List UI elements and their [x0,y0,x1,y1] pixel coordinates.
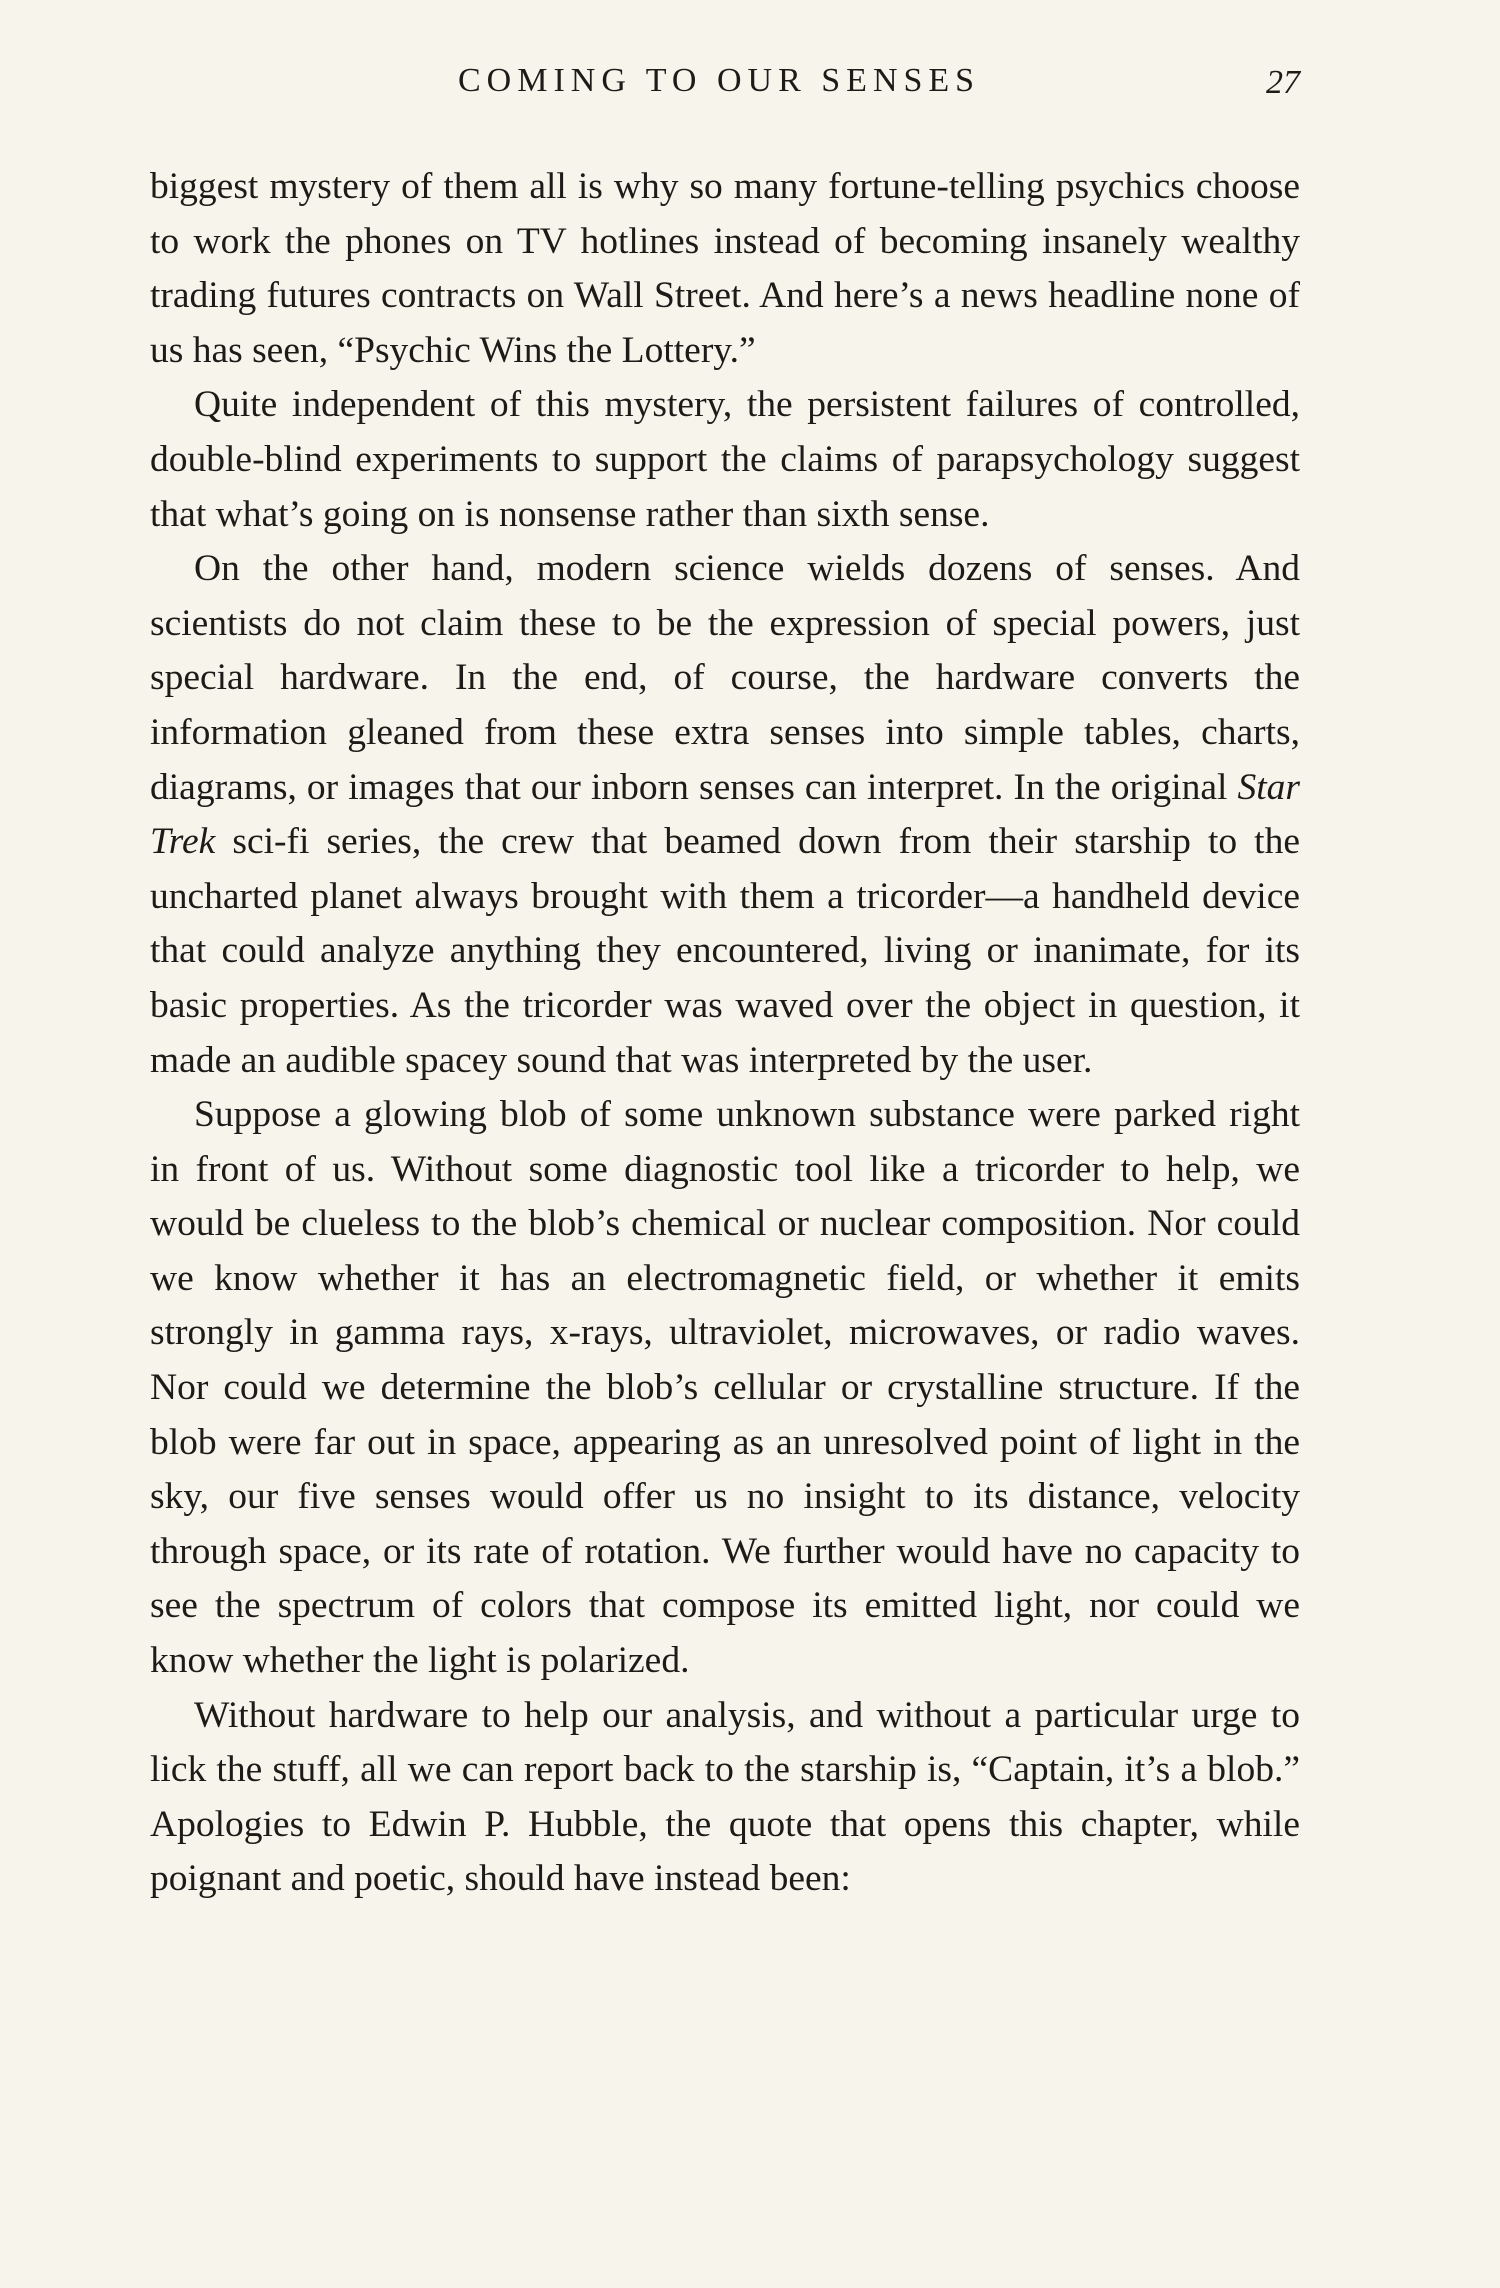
page-number: 27 [1266,64,1300,101]
running-head [0,62,1500,112]
paragraph: Quite independent of this mystery, the persistent failures of controlled, double-blind experiments to support the claims of parapsychology suggest that what’s going on is nonsense rather than sixth sense. [150,384,1300,535]
chapter-title: COMING TO OUR SENSES [458,62,981,99]
paragraph: Suppose a glowing blob of some unknown substance were parked right in front of us. Without some diagnostic tool like a tricorder to help, we would be clueless to the blob’s chemical or nuclear composition. Nor could we know whether it has an electromagnetic field, or whether it emits strongly in gamma rays, x-rays, ultraviolet, microwaves, or radio waves. Nor could we determine the blob’s cellular or crystalline structure. If the blob were far out in space, appearing as an unresolved point of light in the sky, our five senses would offer us no insight to its distance, velocity through space, or its rate of rotation. We further would have no capacity to see the spectrum of colors that compose its emitted light, nor could we know whether the light is polarized. [150,1094,1300,1682]
paragraph-text: sci-fi series, the crew that beamed down from their starship to the uncharted planet always brought with them a tricorder—a handheld device that could analyze anything they encountered, living or inanimate, for its basic properties. As the tricorder was waved over the object in question, it made an audible spacey sound that was interpreted by the user. [150,821,1300,1081]
italic-title: Star Trek [150,766,1300,863]
paragraph: Without hardware to help our analysis, and without a particular urge to lick the stuff, all we can report back to the starship is, “Captain, it’s a blob.” Apologies to Edwin P. Hubble, the quote that opens this chapter, while poignant and poetic, should have instead been: [150,1694,1300,1900]
paragraph-text: On the other hand, modern science wields dozens of senses. And scientists do not claim these to be the expression of special powers, just special hardware. In the end, of course, the hardware converts the information gleaned from these extra senses into simple tables, charts, diagrams, or images that our inborn senses can interpret. In the original [150,548,1300,808]
paragraph-continuation: biggest mystery of them all is why so many fortune-telling psychics choose to work the phones on TV hotlines instead of becoming insanely wealthy trading futures contracts on Wall Street. And here’s a news headline none of us has seen, “Psychic Wins the Lottery.” [150,166,1300,371]
paragraph [150,542,1300,1088]
body-text [150,160,1300,1907]
